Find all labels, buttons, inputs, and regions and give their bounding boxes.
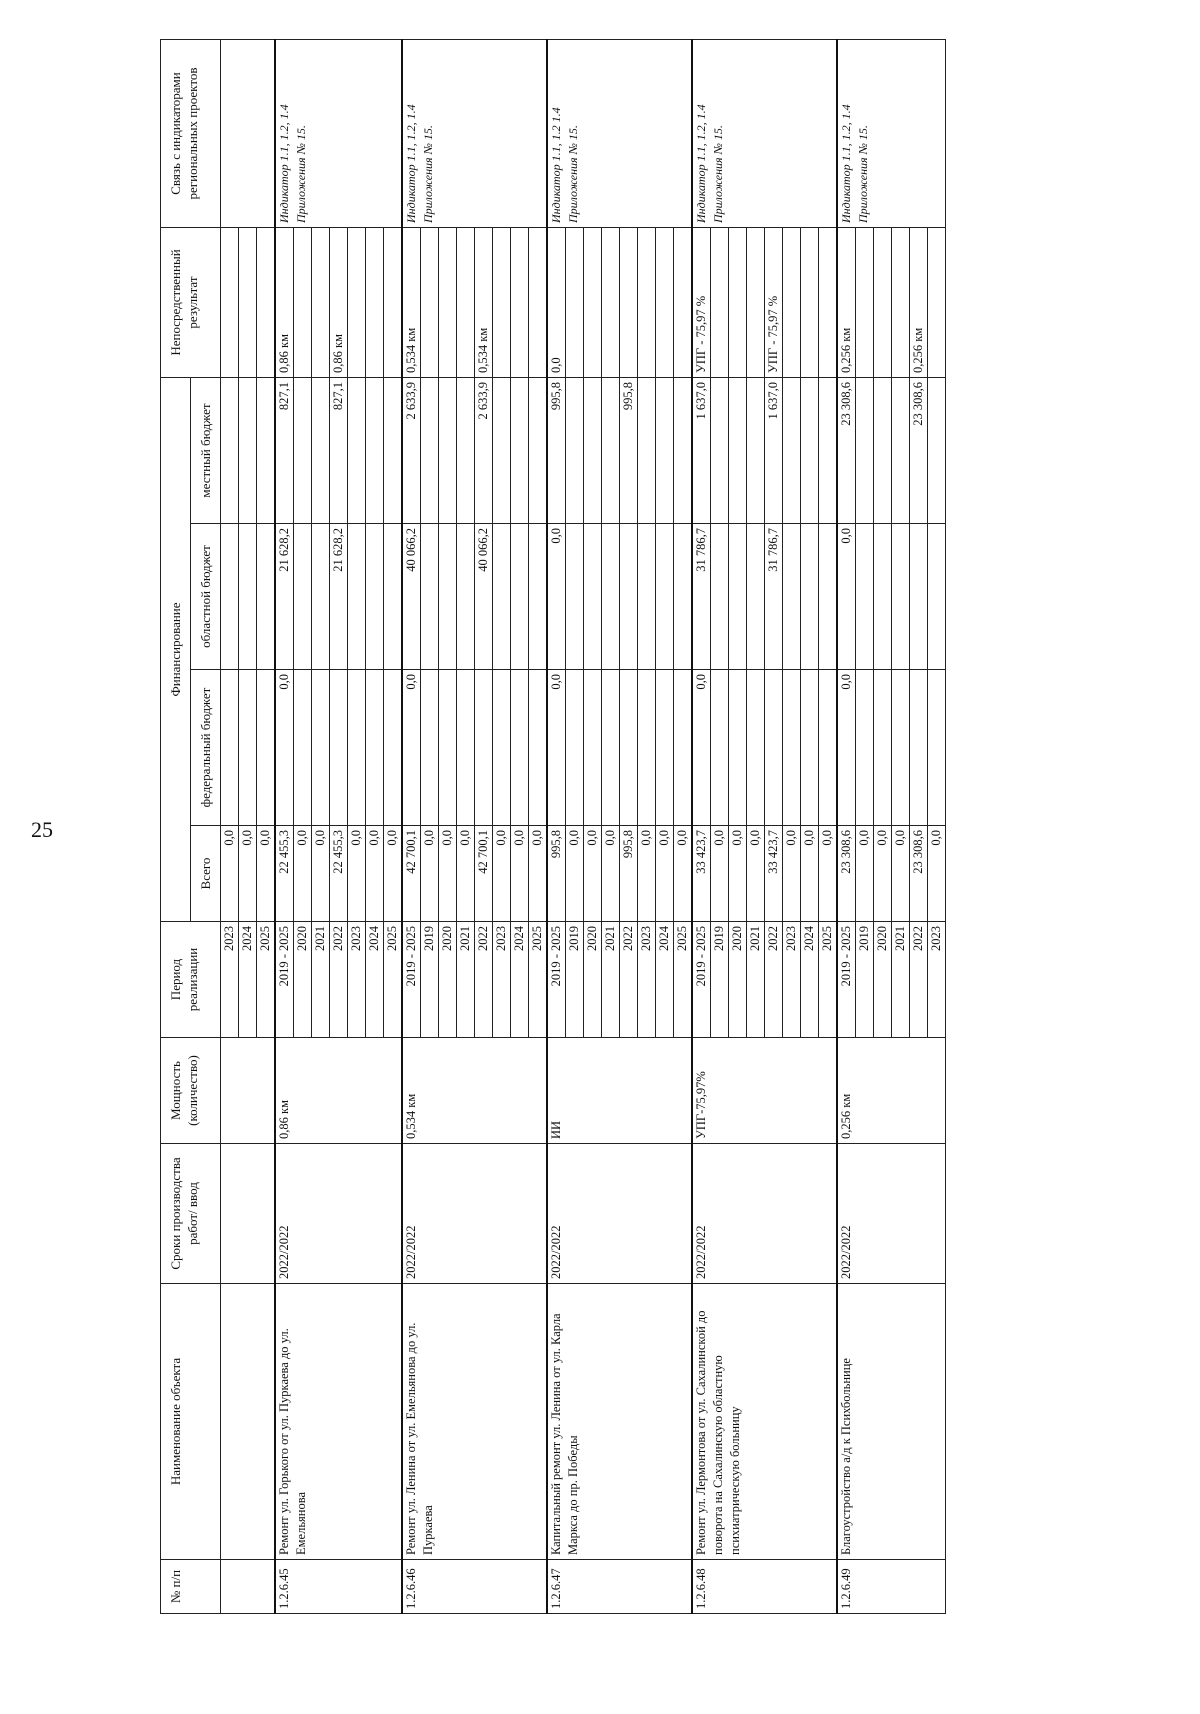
local-cell — [656, 378, 674, 524]
year-cell: 2023 — [221, 922, 239, 1038]
header-financing: Финансирование — [161, 378, 191, 922]
year-cell: 2023 — [638, 922, 656, 1038]
total-cell: 33 423,7 — [765, 826, 783, 922]
total-cell: 995,8 — [547, 826, 566, 922]
federal-cell — [439, 670, 457, 826]
federal-cell — [421, 670, 439, 826]
table-row — [547, 40, 566, 1614]
year-cell: 2024 — [511, 922, 529, 1038]
header-period: Период реализации — [161, 922, 221, 1038]
year-cell: 2023 — [928, 922, 946, 1038]
result-cell: 0,86 км — [330, 228, 348, 378]
year-cell: 2023 — [348, 922, 366, 1038]
object-capacity: УПГ-75,97% — [692, 1038, 837, 1144]
federal-cell — [928, 670, 946, 826]
result-cell — [783, 228, 801, 378]
year-cell: 2019 — [566, 922, 584, 1038]
continued-cell — [221, 1038, 276, 1144]
federal-cell — [801, 670, 819, 826]
local-cell — [348, 378, 366, 524]
local-cell — [711, 378, 729, 524]
table-row — [275, 40, 294, 1614]
regional-cell — [584, 524, 602, 670]
result-cell: 0,86 км — [275, 228, 294, 378]
continued-cell — [221, 40, 276, 228]
local-cell — [928, 378, 946, 524]
indicator-link: Индикатор 1.1, 1.2 1.4 Приложения № 15. — [547, 40, 692, 228]
year-cell: 2025 — [674, 922, 693, 1038]
result-cell — [856, 228, 874, 378]
local-cell — [511, 378, 529, 524]
federal-cell — [874, 670, 892, 826]
regional-cell — [493, 524, 511, 670]
local-cell — [366, 378, 384, 524]
federal-cell — [584, 670, 602, 826]
local-cell — [566, 378, 584, 524]
year-cell: 2025 — [257, 922, 276, 1038]
federal-cell — [366, 670, 384, 826]
year-cell: 2021 — [747, 922, 765, 1038]
result-cell — [511, 228, 529, 378]
federal-cell — [602, 670, 620, 826]
header-terms: Сроки производства работ/ ввод — [161, 1144, 221, 1284]
regional-cell: 31 786,7 — [765, 524, 783, 670]
total-cell: 0,0 — [257, 826, 276, 922]
federal-cell — [656, 670, 674, 826]
table-row — [692, 40, 711, 1614]
year-cell: 2019 — [711, 922, 729, 1038]
local-cell — [221, 378, 239, 524]
total-cell: 0,0 — [928, 826, 946, 922]
indicator-link: Индикатор 1.1, 1.2, 1.4 Приложения № 15. — [275, 40, 402, 228]
regional-cell: 0,0 — [837, 524, 856, 670]
result-cell — [221, 228, 239, 378]
federal-cell — [910, 670, 928, 826]
object-number: 1.2.6.47 — [547, 1560, 692, 1614]
local-cell — [294, 378, 312, 524]
regional-cell — [239, 524, 257, 670]
regional-cell: 31 786,7 — [692, 524, 711, 670]
regional-cell — [729, 524, 747, 670]
year-cell: 2021 — [312, 922, 330, 1038]
result-cell — [928, 228, 946, 378]
federal-cell — [475, 670, 493, 826]
header-no: № п/п — [161, 1560, 221, 1614]
result-cell: УПГ - 75,97 % — [692, 228, 711, 378]
federal-cell — [747, 670, 765, 826]
table-row — [402, 40, 421, 1614]
object-capacity: 0,534 км — [402, 1038, 547, 1144]
local-cell — [874, 378, 892, 524]
total-cell: 0,0 — [366, 826, 384, 922]
federal-cell — [348, 670, 366, 826]
result-cell: 0,256 км — [837, 228, 856, 378]
total-cell: 995,8 — [620, 826, 638, 922]
federal-cell — [312, 670, 330, 826]
regional-cell — [366, 524, 384, 670]
total-cell: 0,0 — [421, 826, 439, 922]
year-cell: 2019 - 2025 — [547, 922, 566, 1038]
year-cell: 2021 — [892, 922, 910, 1038]
year-cell: 2019 — [856, 922, 874, 1038]
regional-cell — [783, 524, 801, 670]
local-cell: 23 308,6 — [910, 378, 928, 524]
total-cell: 0,0 — [819, 826, 838, 922]
result-cell — [257, 228, 276, 378]
federal-cell — [294, 670, 312, 826]
header-total: Всего — [191, 826, 221, 922]
year-cell: 2021 — [457, 922, 475, 1038]
header-result: Непосредственный результат — [161, 228, 221, 378]
object-name: Ремонт ул. Ленина от ул. Емельянова до ул. Пуркаева — [402, 1284, 547, 1560]
local-cell — [421, 378, 439, 524]
federal-cell: 0,0 — [275, 670, 294, 826]
federal-cell — [819, 670, 838, 826]
result-cell — [566, 228, 584, 378]
regional-cell — [602, 524, 620, 670]
total-cell: 23 308,6 — [910, 826, 928, 922]
local-cell — [819, 378, 838, 524]
object-terms: 2022/2022 — [402, 1144, 547, 1284]
year-cell: 2022 — [475, 922, 493, 1038]
total-cell: 0,0 — [783, 826, 801, 922]
total-cell: 0,0 — [747, 826, 765, 922]
object-name: Ремонт ул. Горького от ул. Пуркаева до ул. Емельянова — [275, 1284, 402, 1560]
total-cell: 22 455,3 — [275, 826, 294, 922]
result-cell — [529, 228, 548, 378]
local-cell — [856, 378, 874, 524]
header-capacity: Мощность (количество) — [161, 1038, 221, 1144]
total-cell: 22 455,3 — [330, 826, 348, 922]
total-cell: 0,0 — [729, 826, 747, 922]
result-cell: 0,0 — [547, 228, 566, 378]
federal-cell — [856, 670, 874, 826]
year-cell: 2025 — [819, 922, 838, 1038]
federal-cell: 0,0 — [402, 670, 421, 826]
financing-table — [160, 39, 946, 1614]
regional-cell — [892, 524, 910, 670]
year-cell: 2024 — [801, 922, 819, 1038]
federal-cell: 0,0 — [692, 670, 711, 826]
local-cell — [638, 378, 656, 524]
local-cell: 995,8 — [547, 378, 566, 524]
year-cell: 2024 — [239, 922, 257, 1038]
year-cell: 2022 — [765, 922, 783, 1038]
result-cell — [457, 228, 475, 378]
year-cell: 2021 — [602, 922, 620, 1038]
header-name: Наименование объекта — [161, 1284, 221, 1560]
result-cell — [366, 228, 384, 378]
total-cell: 42 700,1 — [475, 826, 493, 922]
local-cell: 23 308,6 — [837, 378, 856, 524]
regional-cell — [910, 524, 928, 670]
regional-cell — [656, 524, 674, 670]
object-number: 1.2.6.46 — [402, 1560, 547, 1614]
continued-cell — [221, 1560, 276, 1614]
local-cell — [584, 378, 602, 524]
result-cell: 0,534 км — [475, 228, 493, 378]
regional-cell — [221, 524, 239, 670]
year-cell: 2022 — [620, 922, 638, 1038]
regional-cell — [439, 524, 457, 670]
result-cell — [294, 228, 312, 378]
result-cell — [493, 228, 511, 378]
indicator-link: Индикатор 1.1, 1.2, 1.4 Приложения № 15. — [692, 40, 837, 228]
federal-cell — [892, 670, 910, 826]
total-cell: 0,0 — [656, 826, 674, 922]
regional-cell — [928, 524, 946, 670]
local-cell — [783, 378, 801, 524]
result-cell — [620, 228, 638, 378]
object-number: 1.2.6.45 — [275, 1560, 402, 1614]
header-regional: областной бюджет — [191, 524, 221, 670]
regional-cell — [294, 524, 312, 670]
total-cell: 0,0 — [493, 826, 511, 922]
result-cell — [312, 228, 330, 378]
regional-cell — [348, 524, 366, 670]
regional-cell — [711, 524, 729, 670]
regional-cell: 21 628,2 — [275, 524, 294, 670]
local-cell — [602, 378, 620, 524]
regional-cell — [856, 524, 874, 670]
federal-cell — [330, 670, 348, 826]
regional-cell: 21 628,2 — [330, 524, 348, 670]
local-cell — [384, 378, 403, 524]
total-cell: 0,0 — [294, 826, 312, 922]
total-cell: 0,0 — [801, 826, 819, 922]
total-cell: 0,0 — [384, 826, 403, 922]
regional-cell — [529, 524, 548, 670]
indicator-link: Индикатор 1.1, 1.2, 1.4 Приложения № 15. — [402, 40, 547, 228]
year-cell: 2019 - 2025 — [837, 922, 856, 1038]
year-cell: 2019 — [421, 922, 439, 1038]
year-cell: 2023 — [783, 922, 801, 1038]
local-cell — [892, 378, 910, 524]
federal-cell — [729, 670, 747, 826]
year-cell: 2022 — [330, 922, 348, 1038]
federal-cell — [620, 670, 638, 826]
year-cell: 2024 — [366, 922, 384, 1038]
year-cell: 2020 — [294, 922, 312, 1038]
result-cell — [584, 228, 602, 378]
federal-cell — [257, 670, 276, 826]
result-cell: 0,534 км — [402, 228, 421, 378]
regional-cell — [620, 524, 638, 670]
result-cell — [656, 228, 674, 378]
total-cell: 0,0 — [457, 826, 475, 922]
federal-cell — [638, 670, 656, 826]
total-cell: 0,0 — [221, 826, 239, 922]
federal-cell — [783, 670, 801, 826]
local-cell — [493, 378, 511, 524]
result-cell — [747, 228, 765, 378]
local-cell: 827,1 — [275, 378, 294, 524]
page-number: 25 — [31, 817, 53, 842]
year-cell: 2019 - 2025 — [275, 922, 294, 1038]
total-cell: 0,0 — [529, 826, 548, 922]
result-cell — [892, 228, 910, 378]
local-cell — [239, 378, 257, 524]
federal-cell: 0,0 — [547, 670, 566, 826]
object-terms: 2022/2022 — [692, 1144, 837, 1284]
result-cell — [638, 228, 656, 378]
result-cell — [239, 228, 257, 378]
continued-cell — [221, 1284, 276, 1560]
local-cell — [312, 378, 330, 524]
total-cell: 0,0 — [348, 826, 366, 922]
regional-cell — [638, 524, 656, 670]
object-terms: 2022/2022 — [837, 1144, 946, 1284]
result-cell — [729, 228, 747, 378]
total-cell: 33 423,7 — [692, 826, 711, 922]
local-cell: 2 633,9 — [402, 378, 421, 524]
result-cell — [602, 228, 620, 378]
result-cell — [711, 228, 729, 378]
result-cell — [874, 228, 892, 378]
object-terms: 2022/2022 — [547, 1144, 692, 1284]
object-number: 1.2.6.48 — [692, 1560, 837, 1614]
local-cell — [529, 378, 548, 524]
total-cell: 0,0 — [674, 826, 693, 922]
year-cell: 2020 — [584, 922, 602, 1038]
federal-cell — [529, 670, 548, 826]
object-name: Благоустройство а/д к Психбольнице — [837, 1284, 946, 1560]
regional-cell — [384, 524, 403, 670]
year-cell: 2020 — [729, 922, 747, 1038]
year-cell: 2019 - 2025 — [402, 922, 421, 1038]
regional-cell — [421, 524, 439, 670]
table-header — [161, 40, 221, 1614]
total-cell: 0,0 — [566, 826, 584, 922]
year-cell: 2023 — [493, 922, 511, 1038]
federal-cell — [674, 670, 693, 826]
indicator-link: Индикатор 1.1, 1.2, 1.4 Приложения № 15. — [837, 40, 946, 228]
result-cell — [819, 228, 838, 378]
regional-cell — [819, 524, 838, 670]
regional-cell — [257, 524, 276, 670]
result-cell — [421, 228, 439, 378]
local-cell — [674, 378, 693, 524]
local-cell — [457, 378, 475, 524]
year-cell: 2019 - 2025 — [692, 922, 711, 1038]
object-terms: 2022/2022 — [275, 1144, 402, 1284]
local-cell: 2 633,9 — [475, 378, 493, 524]
regional-cell: 40 066,2 — [475, 524, 493, 670]
year-cell: 2025 — [529, 922, 548, 1038]
total-cell: 0,0 — [439, 826, 457, 922]
total-cell: 0,0 — [874, 826, 892, 922]
total-cell: 0,0 — [239, 826, 257, 922]
result-cell — [439, 228, 457, 378]
regional-cell — [511, 524, 529, 670]
total-cell: 0,0 — [584, 826, 602, 922]
landscape-table-wrapper — [160, 40, 1120, 1614]
result-cell: 0,256 км — [910, 228, 928, 378]
object-capacity: ИИ — [547, 1038, 692, 1144]
total-cell: 0,0 — [856, 826, 874, 922]
regional-cell: 0,0 — [547, 524, 566, 670]
federal-cell — [493, 670, 511, 826]
continued-cell — [221, 1144, 276, 1284]
regional-cell — [801, 524, 819, 670]
result-cell — [801, 228, 819, 378]
header-link: Связь с индикаторами региональных проектов — [161, 40, 221, 228]
object-number: 1.2.6.49 — [837, 1560, 946, 1614]
local-cell — [747, 378, 765, 524]
regional-cell — [566, 524, 584, 670]
table-body — [221, 40, 946, 1614]
result-cell — [384, 228, 403, 378]
result-cell: УПГ - 75,97 % — [765, 228, 783, 378]
year-cell: 2020 — [439, 922, 457, 1038]
total-cell: 0,0 — [711, 826, 729, 922]
year-cell: 2025 — [384, 922, 403, 1038]
header-federal: федеральный бюджет — [191, 670, 221, 826]
local-cell — [439, 378, 457, 524]
local-cell: 995,8 — [620, 378, 638, 524]
object-name: Ремонт ул. Лермонтова от ул. Сахалинской до поворота на Сахалинскую областную психиатрическую больницу — [692, 1284, 837, 1560]
total-cell: 23 308,6 — [837, 826, 856, 922]
local-cell — [729, 378, 747, 524]
total-cell: 0,0 — [892, 826, 910, 922]
federal-cell — [384, 670, 403, 826]
local-cell — [257, 378, 276, 524]
regional-cell — [312, 524, 330, 670]
result-cell — [674, 228, 693, 378]
object-name: Капитальный ремонт ул. Ленина от ул. Карла Маркса до пр. Победы — [547, 1284, 692, 1560]
total-cell: 0,0 — [511, 826, 529, 922]
local-cell: 1 637,0 — [692, 378, 711, 524]
regional-cell — [747, 524, 765, 670]
local-cell: 827,1 — [330, 378, 348, 524]
federal-cell — [221, 670, 239, 826]
local-cell: 1 637,0 — [765, 378, 783, 524]
year-cell: 2024 — [656, 922, 674, 1038]
federal-cell — [511, 670, 529, 826]
regional-cell — [674, 524, 693, 670]
table-row — [837, 40, 856, 1614]
regional-cell — [457, 524, 475, 670]
regional-cell: 40 066,2 — [402, 524, 421, 670]
federal-cell: 0,0 — [837, 670, 856, 826]
federal-cell — [457, 670, 475, 826]
total-cell: 42 700,1 — [402, 826, 421, 922]
result-cell — [348, 228, 366, 378]
regional-cell — [874, 524, 892, 670]
federal-cell — [711, 670, 729, 826]
year-cell: 2022 — [910, 922, 928, 1038]
header-local: местный бюджет — [191, 378, 221, 524]
total-cell: 0,0 — [312, 826, 330, 922]
local-cell — [801, 378, 819, 524]
table-row — [221, 40, 239, 1614]
federal-cell — [765, 670, 783, 826]
object-capacity: 0,86 км — [275, 1038, 402, 1144]
total-cell: 0,0 — [602, 826, 620, 922]
federal-cell — [566, 670, 584, 826]
year-cell: 2020 — [874, 922, 892, 1038]
object-capacity: 0,256 км — [837, 1038, 946, 1144]
federal-cell — [239, 670, 257, 826]
total-cell: 0,0 — [638, 826, 656, 922]
